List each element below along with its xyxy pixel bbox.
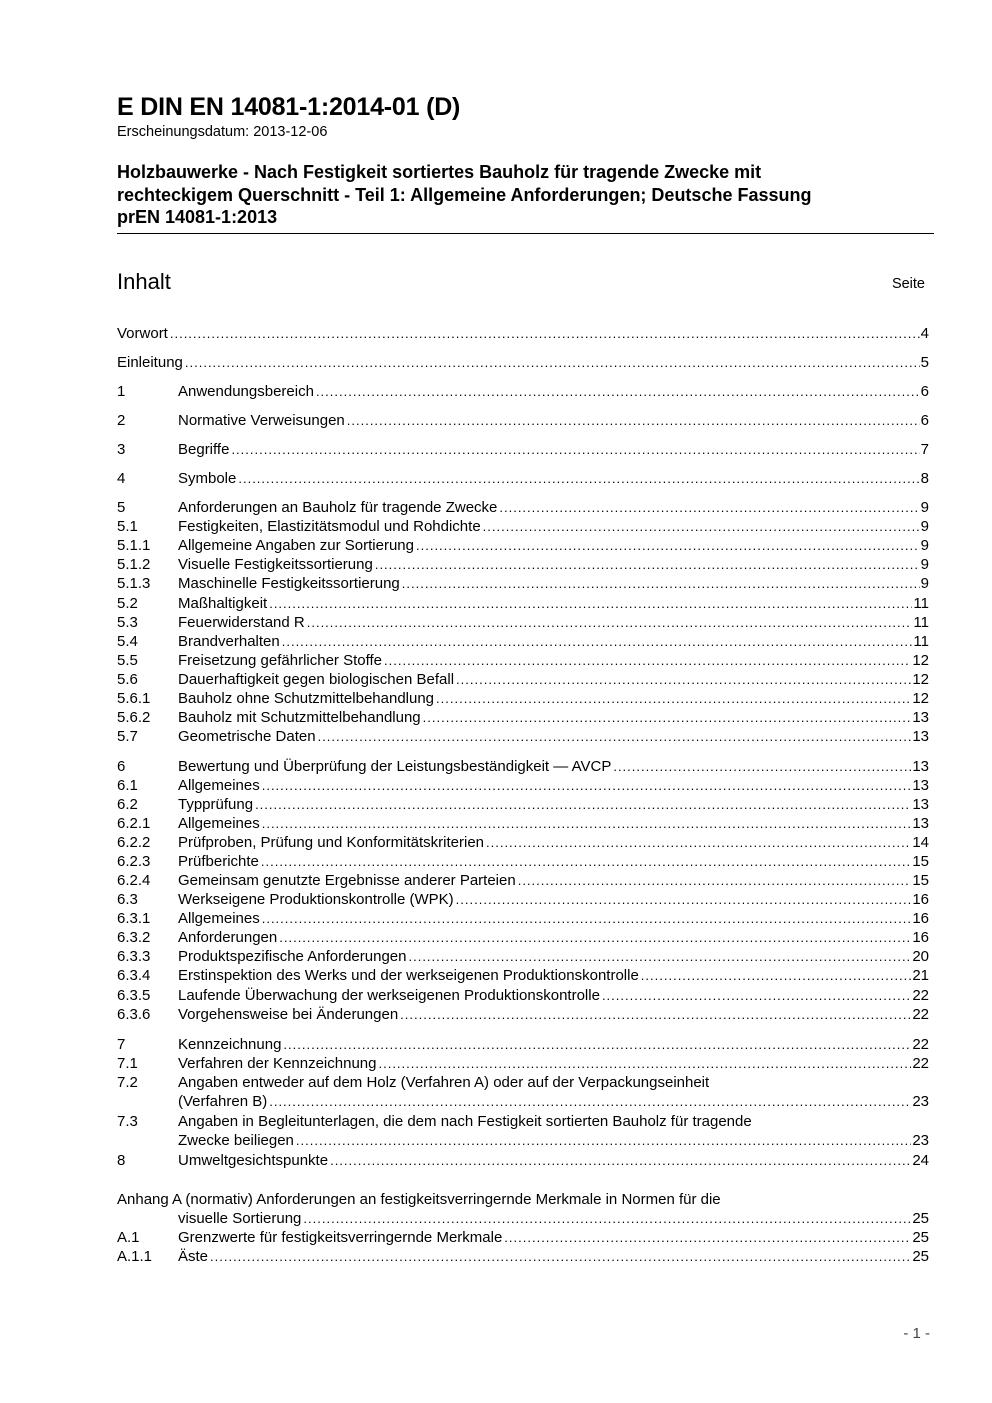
toc-entry-title: Bewertung und Überprüfung der Leistungsbeständigkeit — AVCP [178, 758, 612, 775]
toc-leader-dots [384, 651, 911, 670]
toc-entry[interactable] [117, 594, 929, 613]
toc-entry[interactable] [117, 852, 929, 871]
toc-entry-page: 12 [912, 671, 929, 688]
toc-entry-title: Feuerwiderstand R [178, 614, 305, 631]
toc-entry-number: A.1 [117, 1229, 140, 1246]
toc-entry-title: Anwendungsbereich [178, 383, 314, 400]
document-title-line: rechteckigem Querschnitt - Teil 1: Allgemeine Anforderungen; Deutsche Fassung [117, 184, 812, 205]
toc-entry[interactable] [117, 871, 929, 890]
toc-entry-title: visuelle Sortierung [178, 1210, 302, 1227]
toc-leader-dots [185, 353, 920, 372]
toc-entry[interactable] [117, 1209, 929, 1228]
toc-entry[interactable] [117, 947, 929, 966]
toc-leader-dots [423, 708, 912, 727]
toc-entry-title: Umweltgesichtspunkte [178, 1152, 329, 1169]
toc-entry-number: 5.1.1 [117, 537, 151, 554]
toc-entry[interactable] [117, 469, 929, 488]
toc-entry-number: 5.6.2 [117, 709, 151, 726]
toc-entry-line [178, 555, 929, 574]
toc-leader-dots [170, 324, 920, 343]
toc-entry-page: 22 [912, 1036, 929, 1053]
toc-entry-page: 23 [912, 1093, 929, 1110]
toc-leader-dots [238, 469, 919, 488]
toc-entry-page: 16 [912, 910, 929, 927]
toc-entry-line [178, 670, 929, 689]
toc-entry[interactable] [117, 382, 929, 401]
toc-entry[interactable] [117, 689, 929, 708]
toc-entry-line [117, 353, 929, 372]
toc-leader-dots [296, 1131, 911, 1150]
toc-entry-title: Dauerhaftigkeit gegen biologischen Befall [178, 671, 455, 688]
toc-entry-line [178, 833, 929, 852]
toc-entry-line [178, 852, 929, 871]
toc-leader-dots [499, 498, 919, 517]
toc-entry-page: 8 [920, 470, 929, 487]
toc-entry[interactable] [117, 1151, 929, 1170]
toc-entry-title: Maschinelle Festigkeitssortierung [178, 575, 400, 592]
toc-entry-lead-line [117, 1190, 929, 1209]
toc-entry-line [178, 947, 929, 966]
toc-leader-dots [456, 670, 911, 689]
toc-entry-number: 6 [117, 758, 126, 775]
toc-entry-title: Allgemeines [178, 815, 260, 832]
toc-entry[interactable] [117, 966, 929, 985]
toc-entry-line [178, 689, 929, 708]
toc-entry-title: Einleitung [117, 354, 183, 371]
toc-entry-page: 12 [912, 652, 929, 669]
toc-entry-page: 9 [920, 575, 929, 592]
toc-entry-title: Allgemeines [178, 777, 260, 794]
toc-entry-title: Maßhaltigkeit [178, 595, 268, 612]
toc-entry-page: 11 [913, 633, 929, 650]
toc-entry-line [178, 909, 929, 928]
toc-entry-title: Vorgehensweise bei Änderungen [178, 1006, 399, 1023]
toc-entry[interactable] [117, 986, 929, 1005]
toc-entry-number: 6.3.3 [117, 948, 151, 965]
toc-leader-dots [378, 1054, 911, 1073]
toc-entry-title: Bauholz ohne Schutzmittelbehandlung [178, 690, 435, 707]
toc-entry-page: 6 [920, 383, 929, 400]
toc-entry[interactable] [117, 833, 929, 852]
toc-entry-number: 6.3.6 [117, 1006, 151, 1023]
toc-entry[interactable] [117, 440, 929, 459]
toc-entry-title: Gemeinsam genutzte Ergebnisse anderer Parteien [178, 872, 516, 889]
toc-leader-dots [613, 757, 911, 776]
toc-entry-line [178, 795, 929, 814]
toc-entry-line [178, 1247, 929, 1266]
toc-heading [117, 268, 929, 298]
toc-leader-dots [279, 928, 911, 947]
toc-entry-number: 5.2 [117, 595, 138, 612]
toc-entry[interactable] [117, 1005, 929, 1024]
toc-entry-page: 7 [920, 441, 929, 458]
toc-leader-dots [231, 440, 919, 459]
page-number: - 1 - [903, 1325, 930, 1342]
document-id: E DIN EN 14081-1:2014-01 (D) [117, 93, 461, 121]
toc-entry[interactable] [117, 795, 929, 814]
toc-entry[interactable] [117, 909, 929, 928]
toc-entry-title: Anforderungen an Bauholz für tragende Zwecke [178, 499, 498, 516]
toc-entry[interactable] [117, 1247, 929, 1266]
toc-entry-number: 6.1 [117, 777, 138, 794]
toc-entry-number: 7 [117, 1036, 126, 1053]
toc-entry-line [178, 1005, 929, 1024]
toc-entry-page: 13 [912, 728, 929, 745]
toc-entry-title: Normative Verweisungen [178, 412, 345, 429]
toc-entry[interactable] [117, 411, 929, 430]
toc-entry[interactable] [117, 517, 929, 536]
toc-entry[interactable] [117, 890, 929, 909]
document-title-line: prEN 14081-1:2013 [117, 207, 278, 227]
toc-entry-page: 16 [912, 891, 929, 908]
toc-entry[interactable] [117, 814, 929, 833]
toc-entry-title: Äste [178, 1248, 209, 1265]
toc-entry-title: Zwecke beiliegen [178, 1132, 294, 1149]
toc-entry-line [178, 986, 929, 1005]
toc-entry-title: Grenzwerte für festigkeitsverringernde Merkmale [178, 1229, 503, 1246]
publication-date: Erscheinungsdatum: 2013-12-06 [117, 124, 328, 140]
toc-entry-page: 23 [912, 1132, 929, 1149]
toc-leader-dots [375, 555, 920, 574]
toc-entry-number: 6.3.5 [117, 987, 151, 1004]
toc-entry-title: Brandverhalten [178, 633, 280, 650]
toc-entry-line [178, 1209, 929, 1228]
toc-entry-line [178, 928, 929, 947]
toc-entry-line [178, 411, 929, 430]
toc-entry-page: 9 [920, 556, 929, 573]
toc-entry-title: Erstinspektion des Werks und der werkseigenen Produktionskontrolle [178, 967, 639, 984]
toc-entry-title: Geometrische Daten [178, 728, 316, 745]
toc-entry-page: 15 [912, 872, 929, 889]
toc-entry-title: Produktspezifische Anforderungen [178, 948, 407, 965]
toc-entry-page: 25 [912, 1210, 929, 1227]
toc-entry-title: Symbole [178, 470, 237, 487]
toc-entry-page: 9 [920, 499, 929, 516]
toc-entry-page: 16 [912, 929, 929, 946]
toc-entry-number: 7.2 [117, 1074, 138, 1091]
toc-entry[interactable] [117, 324, 929, 343]
toc-leader-dots [408, 947, 911, 966]
toc-entry-number: 5.6 [117, 671, 138, 688]
toc-entry-line [178, 498, 929, 517]
toc-entry-number: 5.1 [117, 518, 138, 535]
toc-entry-page: 22 [912, 1006, 929, 1023]
toc-leader-dots [262, 909, 912, 928]
toc-entry-page: 24 [912, 1152, 929, 1169]
toc-entry-title: Anhang A (normativ) Anforderungen an festigkeitsverringernde Merkmale in Normen für die [117, 1191, 721, 1208]
toc-entry-number: 6.3.1 [117, 910, 151, 927]
toc-entry-lead-line [117, 1112, 929, 1131]
toc-leader-dots [283, 1035, 911, 1054]
toc-entry-line [178, 469, 929, 488]
toc-leader-dots [303, 1209, 911, 1228]
toc-title: Inhalt [117, 269, 171, 294]
toc-entry-page: 22 [912, 1055, 929, 1072]
toc-entry[interactable] [117, 498, 929, 517]
toc-entry-page: 13 [912, 815, 929, 832]
toc-entry-title: Begriffe [178, 441, 230, 458]
toc-leader-dots [641, 966, 912, 985]
toc-leader-dots [269, 1092, 911, 1111]
toc-leader-dots [269, 594, 912, 613]
toc-entry-line [178, 536, 929, 555]
toc-entry-page: 13 [912, 796, 929, 813]
toc-entry-page: 14 [912, 834, 929, 851]
toc-entry[interactable] [117, 574, 929, 593]
toc-entry-number: 6.2.1 [117, 815, 151, 832]
toc-entry-line [178, 1054, 929, 1073]
toc-entry-page: 13 [912, 777, 929, 794]
toc-entry-number: 8 [117, 1152, 126, 1169]
toc-entry-line [178, 1131, 929, 1150]
toc-entry-line [178, 708, 929, 727]
toc-entry-number: 6.3 [117, 891, 138, 908]
toc-leader-dots [307, 613, 913, 632]
toc-leader-dots [456, 890, 912, 909]
toc-entry-page: 15 [912, 853, 929, 870]
toc-entry-number: 6.2.2 [117, 834, 151, 851]
toc-entry-line [178, 594, 929, 613]
toc-entry-line [178, 757, 929, 776]
toc-entry[interactable] [117, 708, 929, 727]
toc-entry[interactable] [117, 776, 929, 795]
toc-entry-line [178, 632, 929, 651]
toc-leader-dots [262, 776, 912, 795]
toc-entry-line [178, 871, 929, 890]
toc-leader-dots [518, 871, 912, 890]
toc-leader-dots [486, 833, 911, 852]
toc-entry-page: 6 [920, 412, 929, 429]
toc-entry-page: 13 [912, 758, 929, 775]
toc-entry-line [178, 440, 929, 459]
toc-entry-number: 1 [117, 383, 126, 400]
toc-entry-number: 5.1.3 [117, 575, 151, 592]
toc-entry-page: 9 [920, 537, 929, 554]
toc-entry-title: Allgemeines [178, 910, 260, 927]
toc-entry-page: 22 [912, 987, 929, 1004]
toc-entry-number: A.1.1 [117, 1248, 153, 1265]
toc-entry-lead-line [117, 1073, 929, 1092]
toc-entry-title: Vorwort [117, 325, 168, 342]
toc-leader-dots [402, 574, 920, 593]
toc-entry[interactable] [117, 555, 929, 574]
toc-entry[interactable] [117, 1035, 929, 1054]
toc-leader-dots [255, 795, 911, 814]
toc-leader-dots [347, 411, 920, 430]
toc-entry-page: 5 [920, 354, 929, 371]
toc-entry[interactable] [117, 727, 929, 746]
toc-entry-title: Verfahren der Kennzeichnung [178, 1055, 377, 1072]
toc-entry-number: 5 [117, 499, 126, 516]
toc-entry-line [178, 814, 929, 833]
toc-leader-dots [483, 517, 920, 536]
toc-entry-title: Angaben in Begleitunterlagen, die dem nach Festigkeit sortierten Bauholz für tragende [178, 1113, 752, 1130]
toc-entry-line [178, 574, 929, 593]
toc-entry-line [178, 776, 929, 795]
toc-entry-title: Angaben entweder auf dem Holz (Verfahren A) oder auf der Verpackungseinheit [178, 1074, 710, 1091]
toc-entry-number: 6.3.4 [117, 967, 151, 984]
toc-entry-line [178, 727, 929, 746]
toc-entry-title: Freisetzung gefährlicher Stoffe [178, 652, 383, 669]
toc-entry-number: 5.3 [117, 614, 138, 631]
toc-entry-line [178, 1035, 929, 1054]
toc-page-label: Seite [891, 276, 925, 292]
toc-entry-title: (Verfahren B) [178, 1093, 268, 1110]
document-title-line: Holzbauwerke - Nach Festigkeit sortiertes Bauholz für tragende Zwecke mit [117, 162, 762, 182]
toc-leader-dots [282, 632, 913, 651]
toc-entry-line [178, 1151, 929, 1170]
toc-entry-line [178, 613, 929, 632]
toc-entry-number: 5.5 [117, 652, 138, 669]
toc-entry-page: 20 [912, 948, 929, 965]
toc-entry-page: 12 [912, 690, 929, 707]
toc-entry-line [178, 651, 929, 670]
toc-entry[interactable] [117, 651, 929, 670]
toc-entry-number: 4 [117, 470, 126, 487]
toc-entry-number: 5.4 [117, 633, 138, 650]
toc-leader-dots [318, 727, 912, 746]
toc-entry[interactable] [117, 1228, 929, 1247]
toc-entry-number: 5.1.2 [117, 556, 151, 573]
toc-entry[interactable] [117, 1131, 929, 1150]
toc-entry-page: 21 [912, 967, 929, 984]
toc-leader-dots [416, 536, 920, 555]
toc-entry-number: 6.2 [117, 796, 138, 813]
toc-entry-number: 6.2.3 [117, 853, 151, 870]
toc-entry-page: 9 [920, 518, 929, 535]
toc-entry-line [117, 324, 929, 343]
toc-entry-page: 13 [912, 709, 929, 726]
toc-entry-title: Prüfproben, Prüfung und Konformitätskriterien [178, 834, 484, 851]
toc-leader-dots [400, 1005, 911, 1024]
toc-leader-dots [261, 852, 911, 871]
toc-entry-page: 11 [913, 595, 929, 612]
toc-entry-title: Typprüfung [178, 796, 254, 813]
toc-leader-dots [262, 814, 912, 833]
toc-entry[interactable] [117, 536, 929, 555]
toc-leader-dots [602, 986, 911, 1005]
toc-entry-line [178, 382, 929, 401]
toc-entry-number: 2 [117, 412, 126, 429]
toc-leader-dots [316, 382, 920, 401]
toc-entry-page: 25 [912, 1248, 929, 1265]
toc-entry-number: 7.3 [117, 1113, 138, 1130]
toc-entry-line [178, 890, 929, 909]
toc-entry-number: 5.6.1 [117, 690, 151, 707]
toc-leader-dots [210, 1247, 911, 1266]
toc-entry[interactable] [117, 1054, 929, 1073]
toc-entry-title: Anforderungen [178, 929, 278, 946]
toc-entry-title: Laufende Überwachung der werkseigenen Produktionskontrolle [178, 987, 600, 1004]
toc-entry-number: 6.3.2 [117, 929, 151, 946]
toc-leader-dots [330, 1151, 911, 1170]
toc-entry-number: 6.2.4 [117, 872, 151, 889]
toc-entry-title: Bauholz mit Schutzmittelbehandlung [178, 709, 421, 726]
toc-entry-line [178, 966, 929, 985]
toc-entry[interactable] [117, 613, 929, 632]
toc-entry-title: Allgemeine Angaben zur Sortierung [178, 537, 414, 554]
toc-entry-page: 11 [913, 614, 929, 631]
toc-entry[interactable] [117, 1092, 929, 1111]
toc-entry[interactable] [117, 632, 929, 651]
toc-entry[interactable] [117, 353, 929, 372]
toc-entry-line [178, 517, 929, 536]
toc-entry-title: Werkseigene Produktionskontrolle (WPK) [178, 891, 454, 908]
toc-entry-line [178, 1092, 929, 1111]
toc-entry-number: 3 [117, 441, 126, 458]
toc-entry[interactable] [117, 928, 929, 947]
toc-entry-page: 25 [912, 1229, 929, 1246]
toc-entry-number: 7.1 [117, 1055, 138, 1072]
toc-leader-dots [436, 689, 911, 708]
toc-entry[interactable] [117, 670, 929, 689]
toc-leader-dots [504, 1228, 911, 1247]
toc-entry-number: 5.7 [117, 728, 138, 745]
toc-entry[interactable] [117, 757, 929, 776]
toc-entry-page: 4 [920, 325, 929, 342]
document-title [117, 161, 934, 234]
toc-entry-title: Visuelle Festigkeitssortierung [178, 556, 373, 573]
toc-entry-title: Festigkeiten, Elastizitätsmodul und Rohdichte [178, 518, 481, 535]
toc-entry-title: Kennzeichnung [178, 1036, 282, 1053]
toc-entry-line [178, 1228, 929, 1247]
document-header [117, 92, 934, 234]
toc-entry-title: Prüfberichte [178, 853, 259, 870]
